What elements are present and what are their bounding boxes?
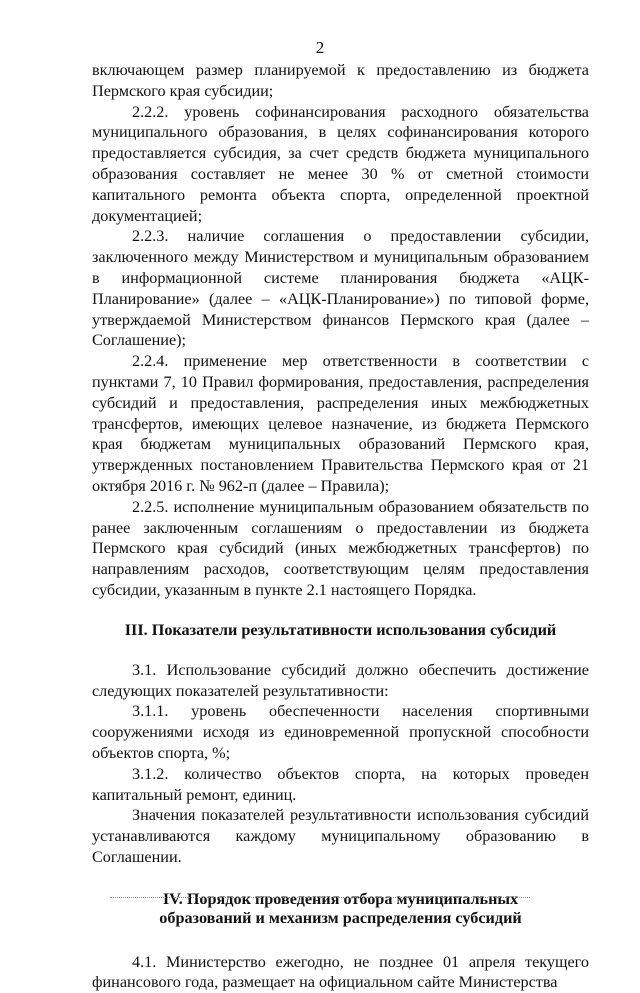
paragraph-3-1: 3.1. Использование субсидий должно обеспечить достижение следующих показателей результативности: <box>92 660 589 700</box>
paragraph-4-1: 4.1. Министерство ежегодно, не позднее 01 апреля текущего финансового года, размещает на официальном сайте Министерства <box>92 952 589 992</box>
paragraph-continuation: включающем размер планируемой к предоставлению из бюджета Пермского края субсидии; <box>92 61 589 100</box>
section-4-heading: IV. Порядок проведения отбора муниципальных образований и механизм распределения субсидий <box>159 889 522 927</box>
scan-edge-divider <box>110 897 530 898</box>
paragraph-2-2-2: 2.2.2. уровень софинансирования расходного обязательства муниципального образования, в целях софинансирования которого предоставляется субсидия, за счет средств бюджета муниципального образования составляет не менее 30 % от сметной стоимости капитального ремонта объекта спорта, определенной проектной документацией; <box>92 102 589 225</box>
paragraph-3-1-2: 3.1.2. количество объектов спорта, на которых проведен капитальный ремонт, единиц. <box>92 764 589 804</box>
paragraph-indicator-values: Значения показателей результативности использования субсидий устанавливаются каждому муниципальному образованию в Соглашении. <box>92 806 589 866</box>
paragraph-2-2-3: 2.2.3. наличие соглашения о предоставлении субсидии, заключенного между Министерством и муниципальным образованием в информационной системе планирования бюджета «АЦК-Планирование» (далее – «АЦК-Планирование») по типовой форме, утверждаемой Министерством финансов Пермского края (далее – Соглашение); <box>92 227 589 350</box>
paragraph-2-2-5: 2.2.5. исполнение муниципальным образованием обязательств по ранее заключенным соглашениям о предоставлении из бюджета Пермского края субсидий (иных межбюджетных трансфертов) по направлениям расходов, соответствующим целям предоставления субсидии, указанным в пункте 2.1 настоящего Порядка. <box>92 497 589 599</box>
page-number: 2 <box>315 38 325 57</box>
section-3-heading: III. Показатели результативности использования субсидий <box>124 620 557 639</box>
paragraph-3-1-1: 3.1.1. уровень обеспеченности населения спортивными сооружениями исходя из единовременной пропускной способности объектов спорта, %; <box>92 702 589 762</box>
paragraph-2-2-4: 2.2.4. применение мер ответственности в соответствии с пунктами 7, 10 Правил формирования, предоставления, распределения субсидий и предоставления, распределения иных межбюджетных трансфертов, имеющих целевое назначение, из бюджета Пермского края бюджетам муниципальных образований Пермского края, утвержденных постановлением Правительства Пермского края от 21 октября 2016 г. № 962-п (далее – Правила); <box>92 352 589 495</box>
document-body <box>92 60 589 993</box>
